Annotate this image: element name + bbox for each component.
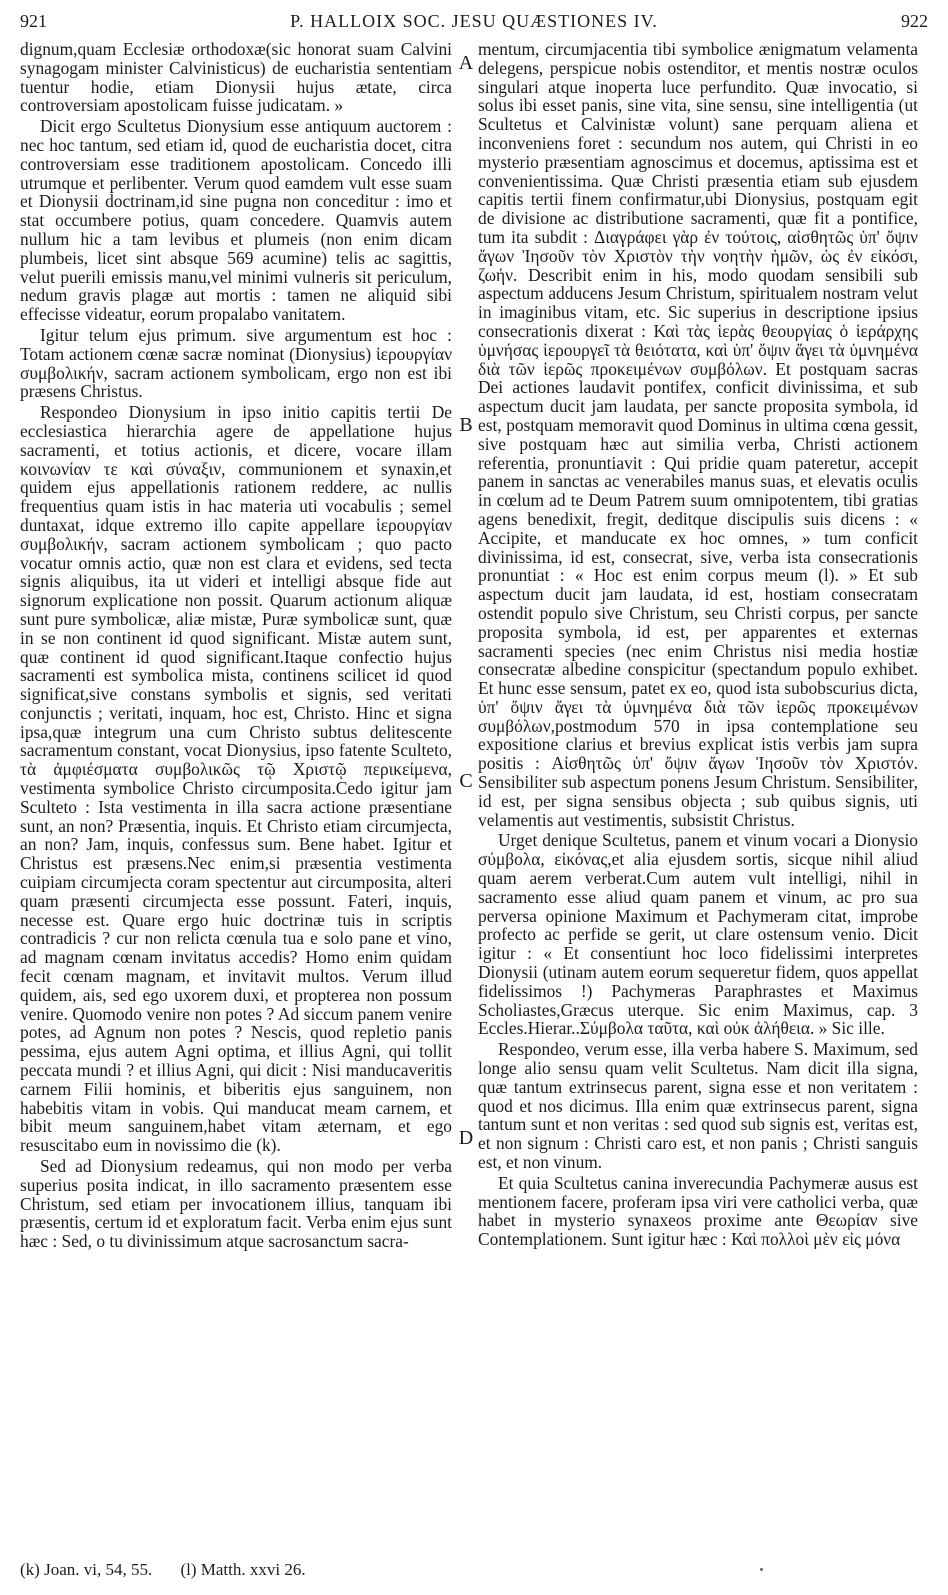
footnote-k: (k) Joan. vi, 54, 55. (20, 1560, 153, 1579)
left-paragraph-5: Sed ad Dionysium redeamus, qui non modo per verba superius posita indicat, in illo sacramento præsentem esse Christum, sed etiam per invocationem illius, tanquam ibi præsentis, certum id et exploratum facit. Verba enim ejus sunt hæc : Sed, o tu divinissimum atque sacrosanctum sacra- (20, 1156, 452, 1252)
page-header (20, 6, 928, 36)
margin-letter-a: A (458, 52, 474, 74)
right-paragraph-4: Et quia Scultetus canina inverecundia Pachymeræ ausus est mentionem facere, proferam ipsa viri vere catholici verba, quæ habet in mysterio synaxeos proxime ante Θεωρίαν sive Contemplationem. Sunt igitur hæc : Καὶ πολλοὶ μὲν εἰς μόνα (478, 1172, 918, 1250)
margin-letter-d: D (458, 1127, 474, 1149)
right-paragraph-1: mentum, circumjacentia tibi symbolice ænigmatum velamenta delegens, perspicue nobis ostenditor, et mentis nostræ oculos singulari atque inoperta luce perfundito. Quæ invocatio, si solus ibi esset panis, sine vita, sine sensu, sine intelligentia (ut Scultetus et Calvinistæ volunt) sane perquam aliena et inconveniens foret : secundum nos autem, qui Christi in eo mysterio præsentiam agnoscimus et docemus, aptissima est et convenientissima. Quæ Christi præsentia etiam sub ejusdem capitis tertii finem confirmatur,ubi Dionysius, postquam egit de divisione ac distributione sacramenti, quæ fit a pontifice, tum ita subdit : Διαγράφει γὰρ ἐν τούτοις, αἰσθητῶς ὑπ' ὄψιν ἄγων Ἰησοῦν τὸν Χριστὸν τὴν νοητὴν ἡμῶν, ὡς ἐν εἰκόσι, ζωήν. Describit enim in his, modo quodam sensibili sub aspectum adducens Jesum Christum, spiritualem nostram velut in imaginibus vitam, etc. Sic superius in descriptione ipsius consecrationis dixerat : Καὶ τὰς ἱερὰς θεουργίας ὁ ἱεράρχης ὑμνήσας ἱερουργεῖ τὰ θειότατα, καὶ ὑπ' ὄψιν ἄγει τὰ ὑμνημένα διὰ τῶν ἱερῶς προκειμένων συμβόλων. Et postquam sacras Dei actiones laudavit pontifex, conficit divinissima, et sub aspectum ducit jam laudata, per sancte proposita symbola, id est, postquam memoravit quod Dominus in ultima cœna gessit, sive postquam hæc aut similia verba, Christi actionem referentia, pronuntiavit : Qui pridie quam pateretur, accepit panem in sanctas ac venerabiles manus suas, et elevatis oculis in cœlum ad te Deum Patrem suum omnipotentem, tibi gratias agens benedixit, fregit, deditque discipulis suis dicens : « Accipite, et manducate ex hoc omnes, » tum conficit divinissima, id est, consecrat, sive, verba ista consecrationis pronuntiat : « Hoc est enim corpus meum (l). » Et sub aspectum ducit jam laudata, id est, hostiam consecratam ostendit populo sive Christum, seu Christi corpus, per sancte proposita symbola, id est, per apparentes et externas sacramenti species (nec enim Christus nisi media hostiæ consecratæ albedine conspicitur (spectandum populo exhibet. Et hunc esse sensum, patet ex eo, quod ista subobscurius dicta, ὑπ' ὄψιν ἄγει τὰ ὑμνημένα διὰ τῶν ἱερῶς προκειμένων συμβόλων,postmodum 570 in ipsa contemplatione seu expositione clarius et brevius explicat istis verbis jam supra positis : Αἰσθητῶς ὑπ' ὄψιν ἄγων Ἰησοῦν τὸν Χριστόν. Sensibiliter sub aspectum ponens Jesum Christum. Sensibiliter, id est, per signa sensibus objecta ; sub quibus signis, uti velamentis aut vestimentis, subsistit Christus. (478, 39, 918, 830)
left-paragraph-3: Igitur telum ejus primum. sive argumentum est hoc : Totam actionem cœnæ sacræ nominat (Dionysius) ἱερουργίαν συμβολικήν, sacram actionem symbolicam, ergo non est ibi præsens Christus. (20, 324, 452, 402)
right-paragraph-3: Respondeo, verum esse, illa verba habere S. Maximum, sed longe alio sensu quam velit Scultetus. Nam dicit illa signa, quæ tantum extrinsecus parent, signa esse et non veritatem : quod et nos dicimus. Illa enim quæ extrinsecus parent, signa tantum sunt et non veritas : sed quod sub signis est, veritas est, et non signum : Christi caro est, et non panis ; Christi sanguis est, et non vinum. (478, 1039, 918, 1173)
running-title: P. HALLOIX SOC. JESU QUÆSTIONES IV. (290, 10, 658, 31)
left-column (20, 40, 452, 1251)
footnote-l: (l) Matth. xxvi 26. (180, 1560, 306, 1579)
left-paragraph-1: dignum,quam Ecclesiæ orthodoxæ(sic honorat suam Calvini synagogam minister Calvinisticus) de eucharistia sententiam tuentur hodie, etiam Dionysii hujus ætate, circa controversiam apostolicam fuisse judicatam. » (20, 39, 452, 116)
ink-speck (760, 1568, 763, 1571)
left-paragraph-4: Respondeo Dionysium in ipso initio capitis tertii De ecclesiastica hierarchia agere de appellatione hujus sacramenti, et totius actionis, et dicere, vocare illam κοινωνίαν τε καὶ σύναξιν, communionem et synaxin,et quidem ejus appellationis rationem reddere, ac nullis frequentius quam istis in hac materia uti vocabulis ; semel duntaxat, idque extremo illo capite appellare ἱερουργίαν συμβολικήν, sacram actionem symbolicam ; quo pacto vocatur omnis actio, quæ non est clara et evidens, sed tecta signis aliquibus, ita ut videri et intelligi absque fide aut signorum explicatione non possit. Quarum actionum aliquæ sunt pure symbolicæ, aliæ mistæ, Puræ symbolicæ sunt, quæ in se non continent id quod significant. Mistæ autem sunt, quæ continent id quod significant.Itaque confectio hujus sacramenti est symbolica mista, continens scilicet id quod significat,sive constans symbolis et signis, sed veritati conjunctis ; veritati, inquam, hoc est, Christo. Hinc et signa ipsa,quæ integrum una cum Christo subtus delitescente sacramentum constant, vocat Dionysius, ipso fatente Sculteto, τὰ ἀμφιέσματα συμβολικῶς τῷ Χριστῷ περικείμενα, vestimenta symbolice Christo circumposita.Cedo igitur jam Sculteto : Ista vestimenta in illa sacra actione præsentiane sunt, an non? Præsentia, inquis. Et Christo etiam circumjecta, an non? Jam, inquis, confessus sum. Bene habet. Igitur et Christus est præsens.Nec enim,si præsentia vestimenta cuipiam circumjecta coram spectentur aut circumposita, alteri quam præsenti circumjecta esse possunt. Fateri, inquis, necesse est. Quare ergo huic doctrinæ tuis in scriptis contradicis ? cur non relicta cœnula tua e solo pane et vino, ad magnam cœnam invitatus accedis? Homo enim quidam fecit cœnam magnam, et invitavit multos. Verum illud quidem, ais, sed ego uxorem duxi, et propterea non possum venire. Quomodo venire non potes ? Ad siccum panem venire potes, ad Agnum non potes ? Nescis, quod repletio panis pessima, ejus autem Agni optima, et illius Agni, qui tollit peccata mundi ? et illius Agni, qui dicit : Nisi manducaveritis carnem Filii hominis, et biberitis ejus sanguinem, non habebitis vitam in vobis. Qui manducat meam carnem, et bibit meum sanguinem,habet vitam æternam, et ego resuscitabo eum in novissimo die (k). (20, 402, 452, 1156)
footnotes (20, 1560, 306, 1580)
right-column (478, 40, 918, 1249)
left-page-number: 921 (20, 10, 47, 31)
right-page-number: 922 (900, 10, 928, 31)
right-paragraph-2: Urget denique Scultetus, panem et vinum vocari a Dionysio σύμβολα, εἰκόνας,et alia ejusdem sortis, sicque nihil aliud quam aerem verberat.Cum autem vult intelligi, nihil in sacramento esse aliud quam panem et vinum, ac pro sua perversa opinione Maximum et Pachymeram citat, improbe profecto ac perfide se gerit, ut clare ostensum venio. Dicit igitur : « Et consentiunt hoc loco fidelissimi interpretes Dionysii (utinam autem eorum sequeretur fidem, quos appellat fidelissimos !) Pachymeras Paraphrastes et Maximus Scholiastes,Græcus uterque. Sic enim Maximus, cap. 3 Eccles.Hierar..Σύμβολα ταῦτα, καὶ οὐκ ἀλήθεια. » Sic ille. (478, 830, 918, 1039)
margin-letter-c: C (459, 770, 473, 792)
left-paragraph-2: Dicit ergo Scultetus Dionysium esse antiquum auctorem : nec hoc tantum, sed etiam id, quod de eucharistia docet, citra controversiam esse traditionem apostolicam. Concedo illi utrumque et perlibenter. Verum quod eamdem vult esse suam et Dionysii doctrinam,id sine pugna non conceditur : imo et stat occumbere potius, quam concedere. Quamvis autem nullum hic a tam levibus et plumeis (non enim dicam plumbeis, licet sint absque 569 acumine) telis ac sagittis, velut puerili emissis manu,vel minimi vulneris sit periculum, nedum gravis plagæ aut mortis : tamen ne aliquid sibi effecisse videatur, eorum propalabo vanitatem. (20, 116, 452, 325)
margin-letter-b: B (459, 414, 473, 436)
